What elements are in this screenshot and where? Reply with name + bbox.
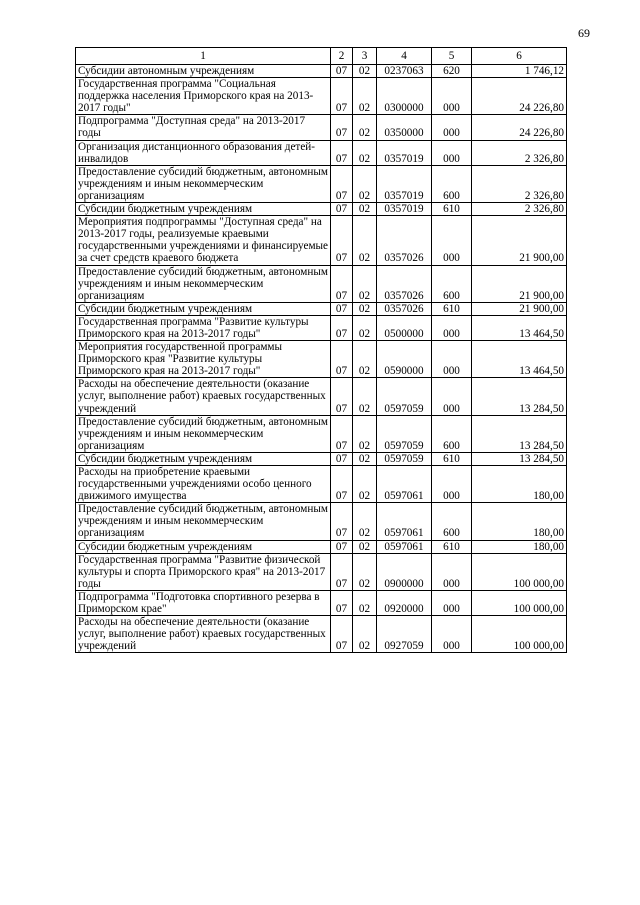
row-subsection: 02 <box>353 165 377 202</box>
row-section: 07 <box>331 315 353 340</box>
row-expense-type: 610 <box>432 302 472 315</box>
row-section: 07 <box>331 590 353 615</box>
row-section: 07 <box>331 452 353 465</box>
row-expense-type: 000 <box>432 216 472 265</box>
row-amount: 21 900,00 <box>472 302 567 315</box>
row-expense-type: 000 <box>432 341 472 378</box>
row-section: 07 <box>331 115 353 140</box>
row-amount: 21 900,00 <box>472 216 567 265</box>
row-target-article: 0357019 <box>377 140 432 165</box>
row-subsection: 02 <box>353 265 377 302</box>
row-amount: 24 226,80 <box>472 78 567 115</box>
row-subsection: 02 <box>353 203 377 216</box>
budget-table <box>75 47 567 653</box>
row-description: Подпрограмма "Доступная среда" на 2013-2017 годы <box>76 115 331 140</box>
row-subsection: 02 <box>353 553 377 590</box>
row-section: 07 <box>331 65 353 78</box>
row-target-article: 0357026 <box>377 302 432 315</box>
row-target-article: 0300000 <box>377 78 432 115</box>
row-amount: 180,00 <box>472 540 567 553</box>
row-subsection: 02 <box>353 65 377 78</box>
column-header-subsection: 3 <box>353 48 377 65</box>
table-row <box>76 115 567 140</box>
row-target-article: 0597061 <box>377 466 432 503</box>
column-header-target-article: 4 <box>377 48 432 65</box>
table-row <box>76 553 567 590</box>
row-expense-type: 000 <box>432 78 472 115</box>
row-subsection: 02 <box>353 115 377 140</box>
row-subsection: 02 <box>353 503 377 540</box>
column-header-section: 2 <box>331 48 353 65</box>
row-expense-type: 000 <box>432 553 472 590</box>
row-amount: 2 326,80 <box>472 165 567 202</box>
table-row <box>76 590 567 615</box>
row-amount: 13 284,50 <box>472 415 567 452</box>
row-subsection: 02 <box>353 140 377 165</box>
row-subsection: 02 <box>353 78 377 115</box>
row-section: 07 <box>331 503 353 540</box>
row-expense-type: 000 <box>432 115 472 140</box>
row-section: 07 <box>331 466 353 503</box>
row-description: Государственная программа "Развитие физической культуры и спорта Приморского края" на 2013-2017 годы <box>76 553 331 590</box>
row-expense-type: 620 <box>432 65 472 78</box>
column-header-amount: 6 <box>472 48 567 65</box>
row-description: Субсидии бюджетным учреждениям <box>76 203 331 216</box>
row-expense-type: 000 <box>432 466 472 503</box>
row-target-article: 0590000 <box>377 341 432 378</box>
table-row <box>76 203 567 216</box>
row-target-article: 0357026 <box>377 216 432 265</box>
row-amount: 180,00 <box>472 466 567 503</box>
row-description: Предоставление субсидий бюджетным, автономным учреждениям и иным некоммерческим организациям <box>76 165 331 202</box>
row-amount: 13 284,50 <box>472 452 567 465</box>
row-subsection: 02 <box>353 590 377 615</box>
row-target-article: 0357026 <box>377 265 432 302</box>
row-section: 07 <box>331 540 353 553</box>
table-row <box>76 378 567 415</box>
row-amount: 100 000,00 <box>472 590 567 615</box>
column-header-name: 1 <box>76 48 331 65</box>
row-description: Расходы на обеспечение деятельности (оказание услуг, выполнение работ) краевых государственных учреждений <box>76 378 331 415</box>
row-target-article: 0357019 <box>377 203 432 216</box>
row-description: Субсидии бюджетным учреждениям <box>76 540 331 553</box>
row-amount: 21 900,00 <box>472 265 567 302</box>
row-subsection: 02 <box>353 378 377 415</box>
row-target-article: 0357019 <box>377 165 432 202</box>
row-expense-type: 000 <box>432 315 472 340</box>
row-amount: 2 326,80 <box>472 140 567 165</box>
row-target-article: 0237063 <box>377 65 432 78</box>
row-description: Мероприятия подпрограммы "Доступная среда" на 2013-2017 годы, реализуемые краевыми государственными учреждениями и финансируемые за счет средств краевого бюджета <box>76 216 331 265</box>
row-target-article: 0350000 <box>377 115 432 140</box>
table-row <box>76 415 567 452</box>
row-subsection: 02 <box>353 452 377 465</box>
row-expense-type: 600 <box>432 165 472 202</box>
table-row <box>76 466 567 503</box>
row-target-article: 0597061 <box>377 540 432 553</box>
table-row <box>76 302 567 315</box>
row-expense-type: 000 <box>432 616 472 653</box>
row-description: Государственная программа "Развитие культуры Приморского края на 2013-2017 годы" <box>76 315 331 340</box>
row-section: 07 <box>331 165 353 202</box>
table-row <box>76 65 567 78</box>
row-section: 07 <box>331 302 353 315</box>
row-description: Предоставление субсидий бюджетным, автономным учреждениям и иным некоммерческим организациям <box>76 265 331 302</box>
table-row <box>76 616 567 653</box>
page-number: 69 <box>578 26 590 40</box>
row-target-article: 0927059 <box>377 616 432 653</box>
row-expense-type: 600 <box>432 265 472 302</box>
row-amount: 13 464,50 <box>472 315 567 340</box>
row-subsection: 02 <box>353 466 377 503</box>
row-section: 07 <box>331 216 353 265</box>
table-row <box>76 216 567 265</box>
table-row <box>76 140 567 165</box>
row-description: Расходы на приобретение краевыми государственными учреждениями особо ценного движимого имущества <box>76 466 331 503</box>
row-section: 07 <box>331 553 353 590</box>
row-description: Подпрограмма "Подготовка спортивного резерва в Приморском крае" <box>76 590 331 615</box>
row-expense-type: 610 <box>432 203 472 216</box>
table-row <box>76 315 567 340</box>
row-section: 07 <box>331 616 353 653</box>
row-target-article: 0900000 <box>377 553 432 590</box>
row-target-article: 0597059 <box>377 452 432 465</box>
row-target-article: 0597059 <box>377 378 432 415</box>
table-row <box>76 265 567 302</box>
row-subsection: 02 <box>353 616 377 653</box>
row-amount: 2 326,80 <box>472 203 567 216</box>
row-expense-type: 610 <box>432 540 472 553</box>
row-description: Предоставление субсидий бюджетным, автономным учреждениям и иным некоммерческим организациям <box>76 503 331 540</box>
row-description: Субсидии бюджетным учреждениям <box>76 452 331 465</box>
row-section: 07 <box>331 78 353 115</box>
row-amount: 100 000,00 <box>472 616 567 653</box>
row-subsection: 02 <box>353 341 377 378</box>
row-description: Субсидии бюджетным учреждениям <box>76 302 331 315</box>
row-subsection: 02 <box>353 216 377 265</box>
row-expense-type: 610 <box>432 452 472 465</box>
row-description: Организация дистанционного образования детей-инвалидов <box>76 140 331 165</box>
table-row <box>76 165 567 202</box>
row-subsection: 02 <box>353 415 377 452</box>
row-section: 07 <box>331 203 353 216</box>
row-target-article: 0500000 <box>377 315 432 340</box>
row-subsection: 02 <box>353 302 377 315</box>
row-section: 07 <box>331 140 353 165</box>
header-row <box>76 48 567 65</box>
row-expense-type: 000 <box>432 590 472 615</box>
table-row <box>76 78 567 115</box>
row-amount: 13 284,50 <box>472 378 567 415</box>
row-expense-type: 000 <box>432 378 472 415</box>
row-target-article: 0597059 <box>377 415 432 452</box>
row-subsection: 02 <box>353 540 377 553</box>
row-target-article: 0597061 <box>377 503 432 540</box>
row-amount: 1 746,12 <box>472 65 567 78</box>
row-section: 07 <box>331 415 353 452</box>
table-row <box>76 341 567 378</box>
column-header-expense-type: 5 <box>432 48 472 65</box>
row-description: Расходы на обеспечение деятельности (оказание услуг, выполнение работ) краевых государственных учреждений <box>76 616 331 653</box>
row-amount: 100 000,00 <box>472 553 567 590</box>
row-amount: 24 226,80 <box>472 115 567 140</box>
row-subsection: 02 <box>353 315 377 340</box>
row-section: 07 <box>331 265 353 302</box>
row-description: Предоставление субсидий бюджетным, автономным учреждениям и иным некоммерческим организациям <box>76 415 331 452</box>
row-expense-type: 600 <box>432 415 472 452</box>
row-description: Мероприятия государственной программы Приморского края "Развитие культуры Приморского края на 2013-2017 годы" <box>76 341 331 378</box>
row-target-article: 0920000 <box>377 590 432 615</box>
row-expense-type: 600 <box>432 503 472 540</box>
table-row <box>76 540 567 553</box>
row-amount: 13 464,50 <box>472 341 567 378</box>
table-row <box>76 503 567 540</box>
row-description: Государственная программа "Социальная поддержка населения Приморского края на 2013-2017 годы" <box>76 78 331 115</box>
row-section: 07 <box>331 341 353 378</box>
table-row <box>76 452 567 465</box>
row-expense-type: 000 <box>432 140 472 165</box>
row-amount: 180,00 <box>472 503 567 540</box>
row-description: Субсидии автономным учреждениям <box>76 65 331 78</box>
row-section: 07 <box>331 378 353 415</box>
